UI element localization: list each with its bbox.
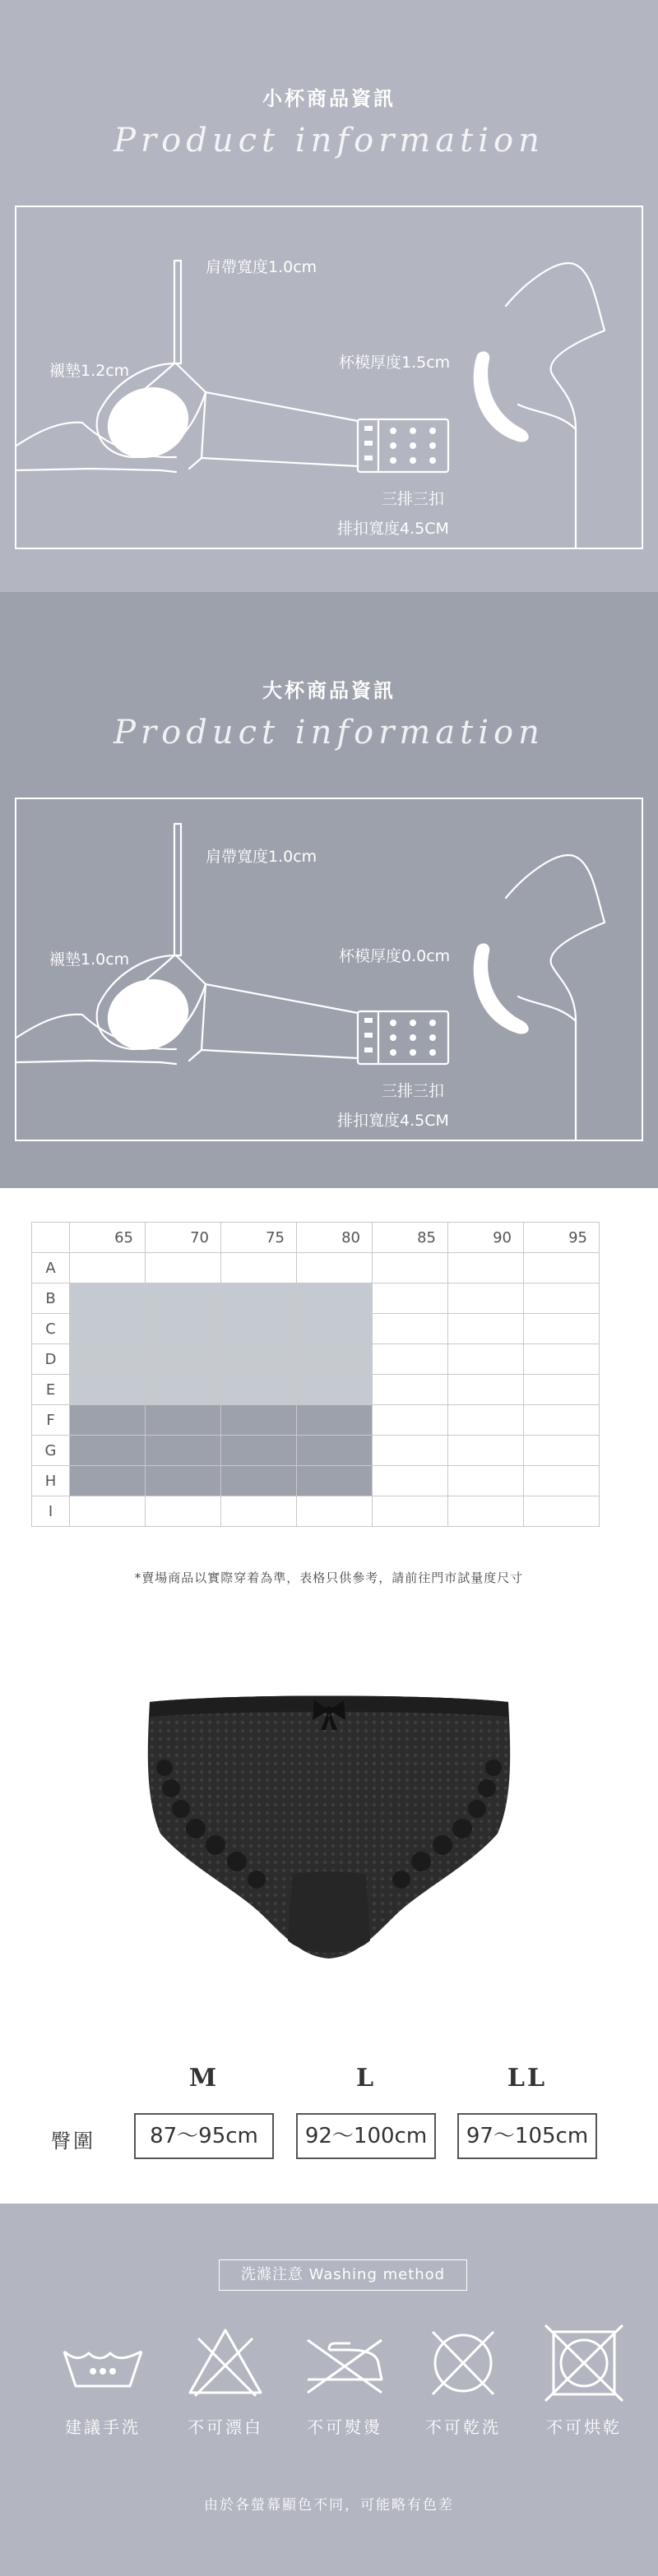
hook-width-label: 排扣寬度4.5CM <box>337 1112 449 1130</box>
size-cell-empty <box>448 1496 524 1527</box>
size-cell-empty <box>448 1314 524 1344</box>
small-cup-diagram <box>15 206 643 549</box>
size-cell-empty <box>524 1466 600 1496</box>
washing-title: 洗滌注意 Washing method <box>219 2259 467 2291</box>
size-cell-empty <box>448 1466 524 1496</box>
strap-width-label: 肩帶寬度1.0cm <box>206 848 317 866</box>
hook-rows-label: 三排三扣 <box>382 490 445 508</box>
size-cell-empty <box>221 1253 297 1283</box>
size-cell-light <box>297 1283 373 1314</box>
size-cell-empty <box>146 1496 221 1527</box>
size-cell-empty <box>373 1314 448 1344</box>
band-size-header: 90 <box>448 1223 524 1253</box>
cup-size-label: E <box>32 1375 70 1405</box>
bra-size-table <box>31 1222 600 1527</box>
size-cell-empty <box>448 1253 524 1283</box>
size-cell-empty <box>524 1314 600 1344</box>
small-cup-info-section <box>0 0 658 592</box>
size-cell-light <box>297 1344 373 1375</box>
size-cell-dark <box>297 1405 373 1436</box>
hip-range-l: 92～100cm <box>296 2113 436 2159</box>
hook-rows-label: 三排三扣 <box>382 1082 445 1100</box>
no-bleach-icon <box>180 2320 271 2403</box>
cup-thickness-label: 杯模厚度1.5cm <box>339 354 451 372</box>
size-cell-light <box>221 1314 297 1344</box>
no-tumble-dry-label: 不可烘乾 <box>546 2417 622 2437</box>
size-cell-dark <box>70 1466 146 1496</box>
small-cup-script-title: Product information <box>114 122 544 160</box>
cup-size-label: C <box>32 1314 70 1344</box>
band-size-header: 75 <box>221 1223 297 1253</box>
size-name-m: M <box>188 2064 220 2093</box>
size-cell-dark <box>221 1436 297 1466</box>
size-cell-light <box>146 1344 221 1375</box>
size-table-row <box>32 1314 600 1344</box>
size-table-row <box>32 1253 600 1283</box>
size-table-row <box>32 1496 600 1527</box>
size-name-l: L <box>355 2064 377 2093</box>
size-cell-dark <box>221 1405 297 1436</box>
size-table-row <box>32 1466 600 1496</box>
no-iron-label: 不可熨燙 <box>307 2417 382 2437</box>
size-table-row <box>32 1283 600 1314</box>
size-cell-empty <box>524 1253 600 1283</box>
cup-thickness-label: 杯模厚度0.0cm <box>339 947 451 965</box>
size-table-corner <box>32 1223 70 1253</box>
band-size-header: 70 <box>146 1223 221 1253</box>
no-dry-clean-label: 不可乾洗 <box>425 2417 501 2437</box>
cup-size-label: B <box>32 1283 70 1314</box>
large-cup-diagram <box>15 798 643 1141</box>
size-cell-empty <box>448 1375 524 1405</box>
size-cell-empty <box>373 1375 448 1405</box>
size-cell-light <box>146 1375 221 1405</box>
size-cell-empty <box>297 1496 373 1527</box>
panty-size-section <box>0 2064 658 2195</box>
size-cell-dark <box>146 1405 221 1436</box>
black-lace-panty-illustration <box>123 1669 535 1982</box>
pad-thickness-label: 襯墊1.0cm <box>49 950 130 969</box>
cup-size-label: H <box>32 1466 70 1496</box>
no-iron-icon <box>299 2320 390 2403</box>
large-cup-script-title: Product information <box>114 714 544 752</box>
no-bleach-label: 不可漂白 <box>188 2417 263 2437</box>
size-cell-empty <box>146 1253 221 1283</box>
strap-width-label: 肩帶寬度1.0cm <box>206 258 317 276</box>
large-cup-info-section <box>0 592 658 1188</box>
small-cup-title: 小杯商品資訊 <box>262 86 396 110</box>
size-cell-light <box>297 1314 373 1344</box>
size-cell-empty <box>221 1496 297 1527</box>
hand-wash-icon <box>58 2320 148 2403</box>
size-cell-light <box>297 1375 373 1405</box>
size-cell-empty <box>524 1375 600 1405</box>
hand-wash-label: 建議手洗 <box>65 2417 141 2437</box>
size-cell-dark <box>70 1436 146 1466</box>
pad-thickness-label: 襯墊1.2cm <box>49 362 130 380</box>
size-cell-empty <box>373 1253 448 1283</box>
washing-section <box>0 2204 658 2576</box>
band-size-header: 65 <box>70 1223 146 1253</box>
size-cell-empty <box>70 1496 146 1527</box>
cup-size-label: I <box>32 1496 70 1527</box>
hip-range-ll: 97～105cm <box>457 2113 597 2159</box>
size-disclaimer: *賣場商品以實際穿着為準，表格只供參考，請前往門市試量度尺寸 <box>134 1570 524 1585</box>
size-cell-dark <box>297 1436 373 1466</box>
size-table-row <box>32 1405 600 1436</box>
size-cell-empty <box>448 1344 524 1375</box>
size-cell-empty <box>524 1405 600 1436</box>
band-size-header: 80 <box>297 1223 373 1253</box>
no-tumble-dry-icon <box>539 2320 629 2403</box>
size-cell-light <box>70 1344 146 1375</box>
large-cup-title: 大杯商品資訊 <box>262 678 396 702</box>
size-cell-empty <box>373 1344 448 1375</box>
size-cell-light <box>146 1283 221 1314</box>
size-cell-empty <box>70 1253 146 1283</box>
size-cell-light <box>70 1375 146 1405</box>
size-cell-empty <box>524 1436 600 1466</box>
color-disclaimer: 由於各螢幕顯色不同，可能略有色差 <box>204 2497 454 2514</box>
size-cell-empty <box>524 1496 600 1527</box>
size-cell-light <box>221 1375 297 1405</box>
size-name-ll: LL <box>507 2064 548 2093</box>
hip-label: 臀圍 <box>51 2130 95 2153</box>
size-cell-light <box>70 1283 146 1314</box>
size-cell-empty <box>524 1283 600 1314</box>
cup-size-label: F <box>32 1405 70 1436</box>
size-cell-empty <box>448 1405 524 1436</box>
size-cell-dark <box>297 1466 373 1496</box>
hip-range-m: 87～95cm <box>134 2113 274 2159</box>
size-cell-empty <box>297 1253 373 1283</box>
cup-size-label: A <box>32 1253 70 1283</box>
size-table-row <box>32 1344 600 1375</box>
size-cell-dark <box>70 1405 146 1436</box>
size-cell-empty <box>373 1436 448 1466</box>
size-cell-light <box>146 1314 221 1344</box>
size-cell-empty <box>524 1344 600 1375</box>
cup-size-label: D <box>32 1344 70 1375</box>
product-image <box>123 1669 535 1982</box>
size-cell-light <box>70 1314 146 1344</box>
no-dry-clean-icon <box>418 2320 508 2403</box>
size-cell-empty <box>373 1283 448 1314</box>
size-cell-dark <box>221 1466 297 1496</box>
size-table-row <box>32 1375 600 1405</box>
band-size-header: 95 <box>524 1223 600 1253</box>
size-cell-dark <box>146 1466 221 1496</box>
band-size-header: 85 <box>373 1223 448 1253</box>
size-table-row <box>32 1436 600 1466</box>
size-table-header-row <box>32 1223 600 1253</box>
size-cell-empty <box>373 1405 448 1436</box>
size-table-body <box>32 1253 600 1527</box>
cup-size-label: G <box>32 1436 70 1466</box>
size-cell-empty <box>373 1496 448 1527</box>
hook-width-label: 排扣寬度4.5CM <box>337 520 449 538</box>
size-cell-empty <box>448 1283 524 1314</box>
bra-diagram-illustration <box>16 799 642 1140</box>
size-cell-empty <box>373 1466 448 1496</box>
size-cell-dark <box>146 1436 221 1466</box>
size-cell-empty <box>448 1436 524 1466</box>
size-cell-light <box>221 1344 297 1375</box>
size-cell-light <box>221 1283 297 1314</box>
